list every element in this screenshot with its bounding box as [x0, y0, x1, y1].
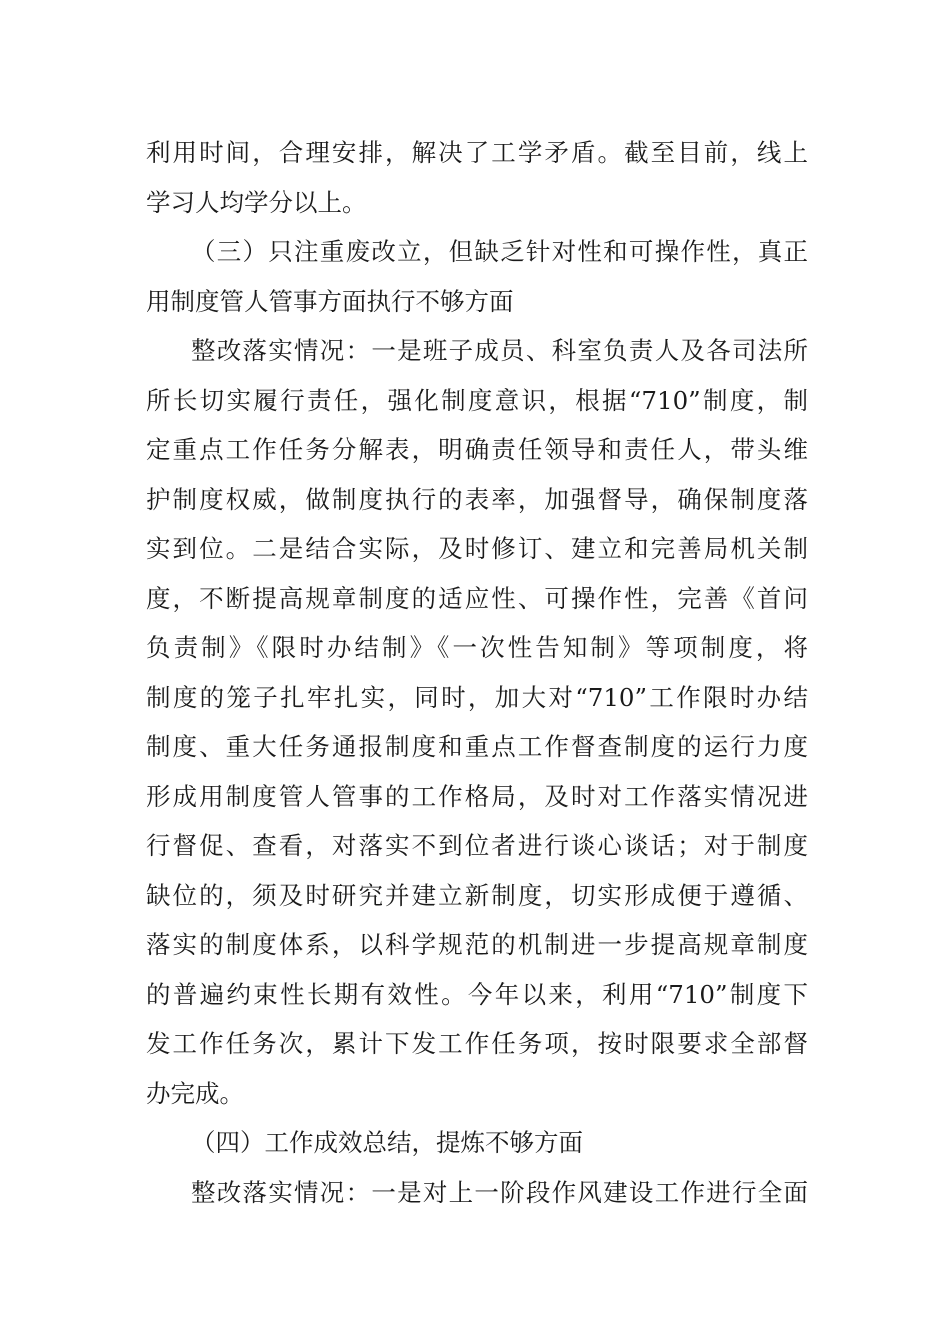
text-line: 所长切实履行责任，强化制度意识，根据“710”制度，制: [146, 385, 808, 415]
text-line: 缺位的，须及时研究并建立新制度，切实形成便于遵循、: [146, 880, 808, 910]
text-line: 的普遍约束性长期有效性。今年以来，利用“710”制度下: [146, 979, 808, 1009]
text-line: （四）工作成效总结，提炼不够方面: [191, 1128, 583, 1157]
text-line: 利用时间，合理安排，解决了工学矛盾。截至目前，线上: [146, 138, 808, 167]
text-line: 整改落实情况：一是对上一阶段作风建设工作进行全面: [191, 1177, 808, 1207]
document-body: [146, 128, 808, 1217]
text-line: 形成用制度管人管事的工作格局，及时对工作落实情况进: [146, 781, 808, 811]
text-line: （三）只注重废改立，但缺乏针对性和可操作性，真正: [191, 237, 808, 266]
text-line: 护制度权威，做制度执行的表率，加强督导，确保制度落: [146, 484, 808, 514]
text-line: 落实的制度体系，以科学规范的机制进一步提高规章制度: [146, 930, 808, 959]
text-line: 实到位。二是结合实际，及时修订、建立和完善局机关制: [146, 534, 808, 563]
text-line: 定重点工作任务分解表，明确责任领导和责任人，带头维: [146, 435, 808, 464]
text-line: 制度的笼子扎牢扎实，同时，加大对“710”工作限时办结: [146, 682, 808, 712]
text-line: 用制度管人管事方面执行不够方面: [146, 286, 514, 316]
text-line: 办完成。: [146, 1078, 244, 1108]
text-line: 负责制》《限时办结制》《一次性告知制》等项制度，将: [146, 633, 808, 662]
text-line: 度，不断提高规章制度的适应性、可操作性，完善《首问: [146, 583, 808, 613]
text-line: 发工作任务次，累计下发工作任务项，按时限要求全部督: [146, 1029, 808, 1058]
text-line: 行督促、查看，对落实不到位者进行谈心谈话；对于制度: [146, 831, 808, 860]
text-line: 制度、重大任务通报制度和重点工作督查制度的运行力度: [146, 732, 808, 761]
text-line: 学习人均学分以上。: [146, 187, 367, 217]
text-line: 整改落实情况：一是班子成员、科室负责人及各司法所: [191, 336, 808, 365]
